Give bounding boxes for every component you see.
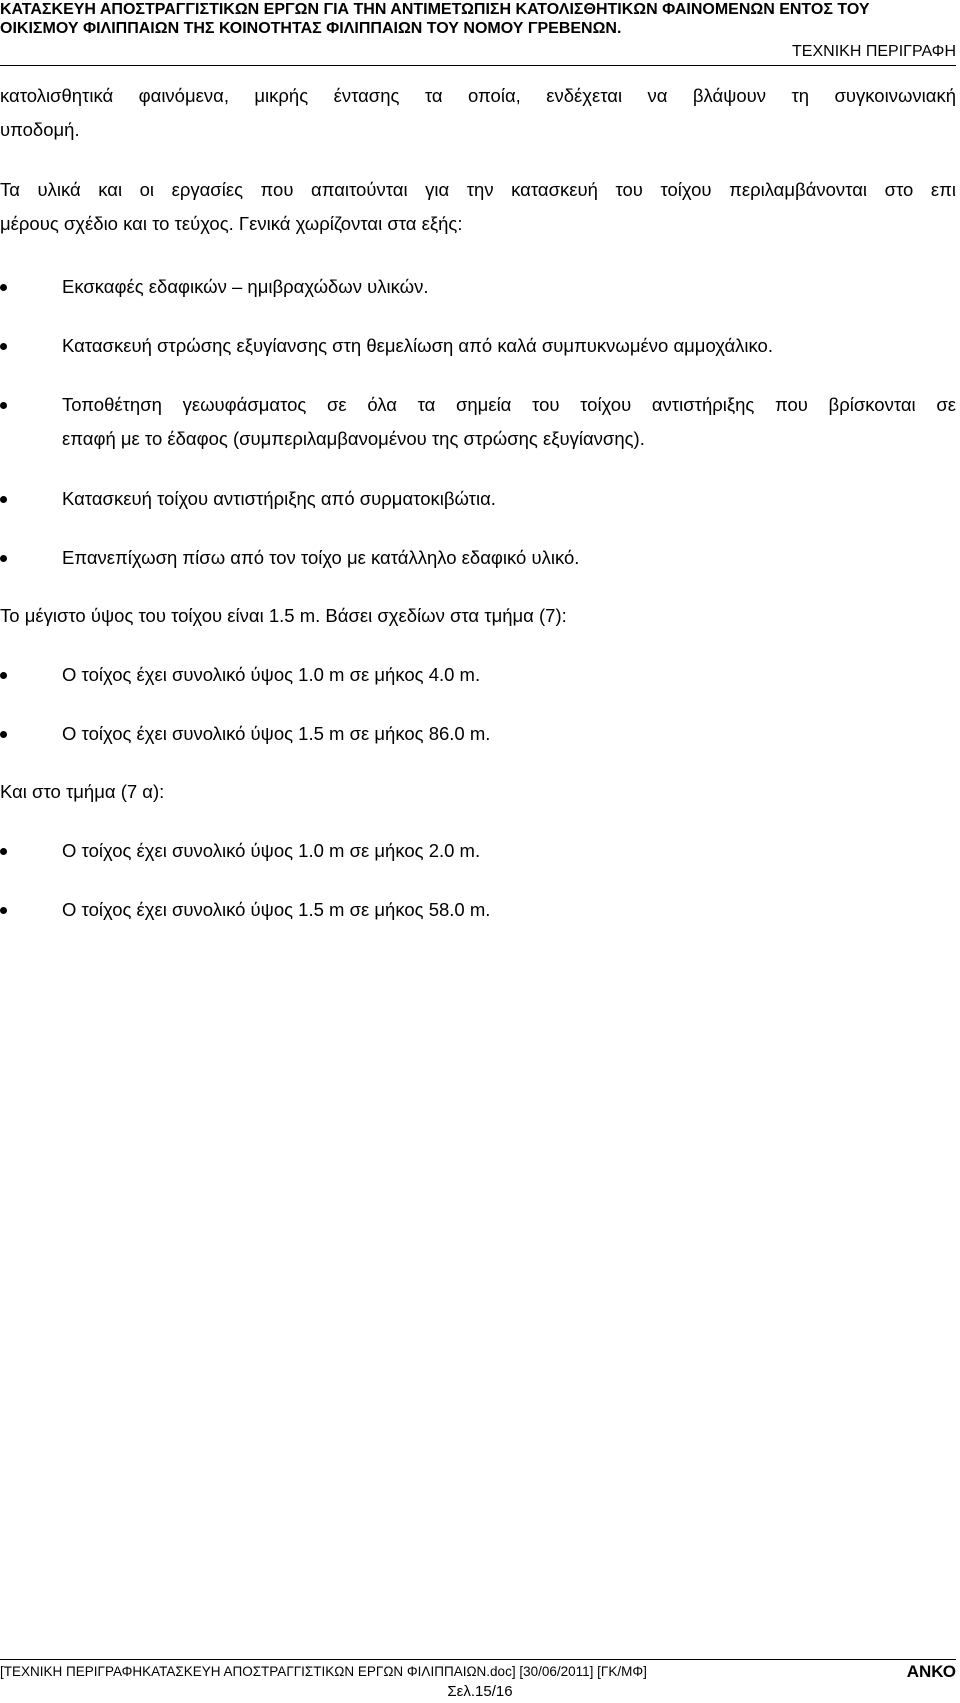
list-item-text: Εκσκαφές εδαφικών – ημιβραχώδων υλικών. [62,276,429,297]
list-item-text-line1: Τοποθέτηση γεωυφάσματος σε όλα τα σημεία του τοίχου αντιστήριξης που βρίσκονται σε [62,394,956,415]
footer-company: ΑΝΚΟ [906,1662,956,1681]
paragraph-continuation-line2: υποδομή. [0,119,80,140]
bullet-icon [0,496,7,503]
document-title-line1: ΚΑΤΑΣΚΕΥΗ ΑΠΟΣΤΡΑΓΓΙΣΤΙΚΩΝ ΕΡΓΩΝ ΓΙΑ ΤΗΝ ΑΝΤΙΜΕΤΩΠΙΣΗ ΚΑΤΟΛΙΣΘΗΤΙΚΩΝ ΦΑΙΝΟΜΕΝΩΝ ΕΝΤΟΣ ΤΟΥ [0,1,870,18]
list-item-text: Ο τοίχος έχει συνολικό ύψος 1.0 m σε μήκος 4.0 m. [62,664,481,685]
list-item-text: Ο τοίχος έχει συνολικό ύψος 1.0 m σε μήκος 2.0 m. [62,840,481,861]
paragraph-materials-line2: μέρους σχέδιο και το τεύχος. Γενικά χωρίζονται στα εξής: [0,213,463,234]
footer-document-info: [ΤΕΧΝΙΚΗ ΠΕΡΙΓΡΑΦΗΚΑΤΑΣΚΕΥΗ ΑΠΟΣΤΡΑΓΓΙΣΤΙΚΩΝ ΕΡΓΩΝ ΦΙΛΙΠΠΑΙΩΝ.doc] [30/06/2011] [ΓΚ/ΜΦ] [0,1664,647,1679]
paragraph-materials-line1: Τα υλικά και οι εργασίες που απαιτούνται για την κατασκευή του τοίχου περιλαμβάνονται στο επι [0,179,956,200]
page-number: Σελ.15/16 [447,1683,513,1700]
document-title-line2: ΟΙΚΙΣΜΟΥ ΦΙΛΙΠΠΑΙΩΝ ΤΗΣ ΚΟΙΝΟΤΗΤΑΣ ΦΙΛΙΠΠΑΙΩΝ ΤΟΥ ΝΟΜΟΥ ΓΡΕΒΕΝΩΝ. [0,20,622,37]
bullet-icon [0,731,7,738]
bullet-icon [0,402,7,409]
header-divider [0,65,956,66]
bullet-icon [0,343,7,350]
list-item [0,388,956,456]
paragraph-section-7a: Και στο τμήμα (7 α): [0,781,165,802]
list-item-text: Επανεπίχωση πίσω από τον τοίχο με κατάλληλο εδαφικό υλικό. [62,547,580,568]
list-item-text: Ο τοίχος έχει συνολικό ύψος 1.5 m σε μήκος 86.0 m. [62,723,491,744]
bullet-icon [0,672,7,679]
footer-divider [0,1659,956,1660]
paragraph-max-height: Το μέγιστο ύψος του τοίχου είναι 1.5 m. Βάσει σχεδίων στα τμήμα (7): [0,605,567,626]
bullet-icon [0,848,7,855]
list-item-text: Κατασκευή τοίχου αντιστήριξης από συρματοκιβώτια. [62,488,496,509]
bullet-icon [0,555,7,562]
section-label: ΤΕΧΝΙΚΗ ΠΕΡΙΓΡΑΦΗ [792,43,956,60]
bullet-icon [0,284,7,291]
bullet-icon [0,907,7,914]
list-item-text-line2: επαφή με το έδαφος (συμπεριλαμβανομένου της στρώσης εξυγίανσης). [62,428,645,449]
paragraph-continuation-line1: κατολισθητικά φαινόμενα, μικρής έντασης τα οποία, ενδέχεται να βλάψουν τη συγκοινωνιακή [0,85,956,106]
list-item-text: Ο τοίχος έχει συνολικό ύψος 1.5 m σε μήκος 58.0 m. [62,899,491,920]
list-item-text: Κατασκευή στρώσης εξυγίανσης στη θεμελίωση από καλά συμπυκνωμένο αμμοχάλικο. [62,335,773,356]
